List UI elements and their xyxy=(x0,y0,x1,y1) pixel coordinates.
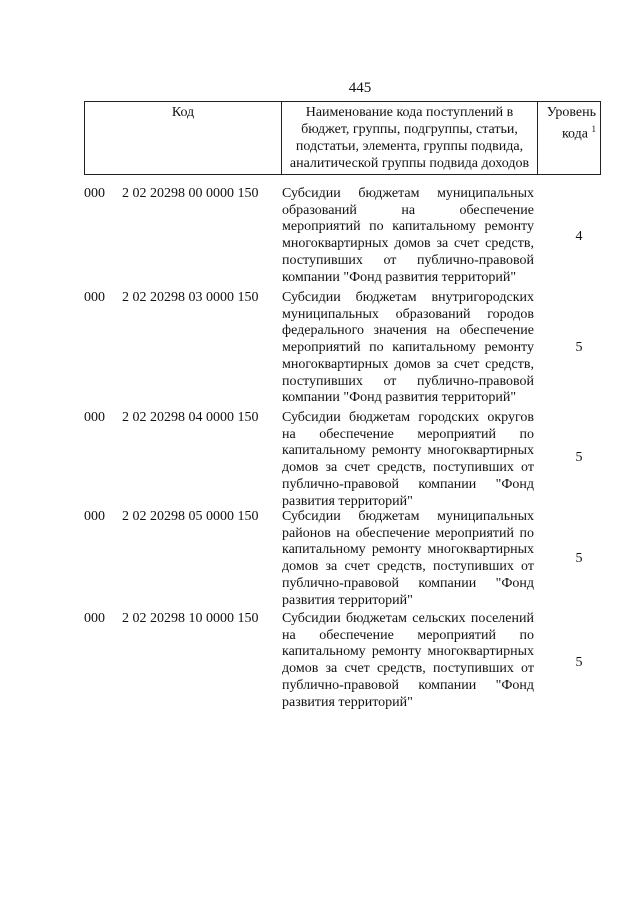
code-level: 5 xyxy=(575,340,583,355)
code-level: 5 xyxy=(575,450,583,465)
page-number: 445 xyxy=(348,80,372,96)
table-row xyxy=(84,611,604,711)
admin-code: 000 xyxy=(84,186,105,201)
admin-code: 000 xyxy=(84,509,105,524)
admin-code: 000 xyxy=(84,410,105,425)
header-name: Наименование кода поступлений в бюджет, группы, подгруппы, статьи, подстатьи, элемента, группы подвида, аналитической группы подвида доходов xyxy=(282,102,538,175)
code-name: Субсидии бюджетам городских округов на обеспечение мероприятий по капитальному ремонту многоквартирных домов за счет средств, поступивших от публично-правовой компании "Фонд развития территорий" xyxy=(282,410,534,509)
header-level xyxy=(538,102,601,175)
admin-code: 000 xyxy=(84,290,105,305)
budget-code: 2 02 20298 10 0000 150 xyxy=(122,611,259,626)
budget-code: 2 02 20298 05 0000 150 xyxy=(122,509,259,524)
code-name: Субсидии бюджетам внутригородских муниципальных образований городов федерального значения на обеспечение мероприятий по капитальному ремонту многоквартирных домов за счет средств, поступивших от публично-правовой компании "Фонд развития территорий" xyxy=(282,290,534,406)
admin-code: 000 xyxy=(84,611,105,626)
code-name: Субсидии бюджетам муниципальных образований на обеспечение мероприятий по капитальному ремонту многоквартирных домов за счет средств, поступивших от публично-правовой компании "Фонд развития территорий" xyxy=(282,186,534,285)
code-level: 5 xyxy=(575,655,583,670)
header-code: Код xyxy=(85,102,282,175)
code-rows xyxy=(84,186,604,713)
budget-code: 2 02 20298 03 0000 150 xyxy=(122,290,259,305)
code-name: Субсидии бюджетам сельских поселений на обеспечение мероприятий по капитальному ремонту многоквартирных домов за счет средств, поступивших от публично-правовой компании "Фонд развития территорий" xyxy=(282,611,534,710)
table-row xyxy=(84,290,604,408)
budget-code: 2 02 20298 04 0000 150 xyxy=(122,410,259,425)
table-row xyxy=(84,410,604,507)
code-level: 4 xyxy=(575,229,583,244)
table-row xyxy=(84,186,604,288)
table-header xyxy=(84,101,601,175)
code-name: Субсидии бюджетам муниципальных районов на обеспечение мероприятий по капитальному ремонту многоквартирных домов за счет средств, поступивших от публично-правовой компании "Фонд развития территорий" xyxy=(282,509,534,608)
table-row xyxy=(84,509,604,609)
footnote-marker: 1 xyxy=(591,124,596,134)
code-level: 5 xyxy=(575,551,583,566)
budget-code: 2 02 20298 00 0000 150 xyxy=(122,186,259,201)
header-level-label: Уровень кода xyxy=(546,105,596,142)
